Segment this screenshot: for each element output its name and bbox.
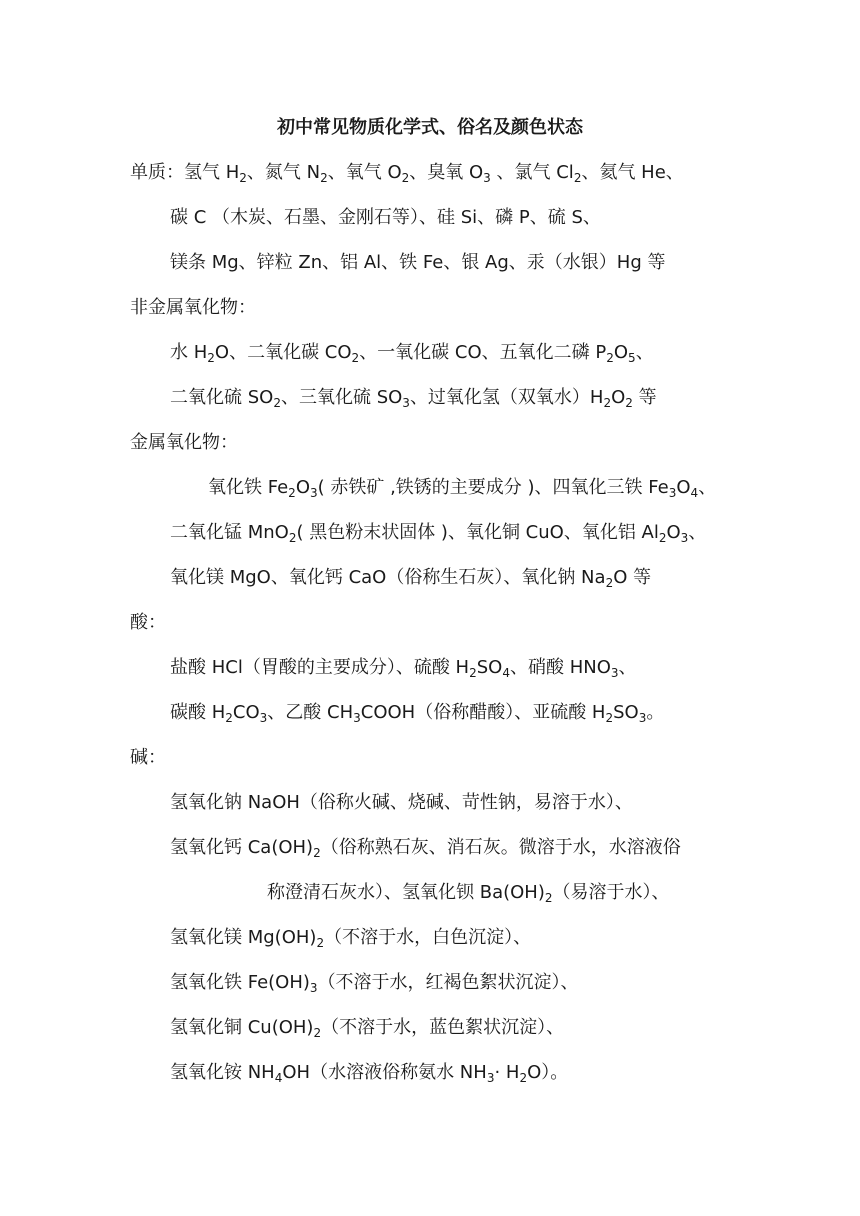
text-line: 氢氧化钠 NaOH（俗称火碱、烧碱、苛性钠，易溶于水）、 [170,792,633,813]
text-line: 镁条 Mg、锌粒 Zn、铝 Al、铁 Fe、银 Ag、汞（水银）Hg 等 [170,252,666,273]
text-line: 氢氧化铁 $Fe(OH)_3$（不溶于水，红褐色絮状沉淀）、 [170,972,579,995]
text-line: 氧化镁 MgO、氧化钙 CaO（俗称生石灰）、氧化钠 $Na_2O$ 等 [170,567,652,590]
text-line: 水 $H_2O$、二氧化碳 $CO_2$、一氧化碳 CO、五氧化二磷 $P_2O_5$、 [170,342,654,365]
section-heading: 碱： [130,747,166,768]
text-line: 氢氧化钙 $Ca(OH)_2$（俗称熟石灰、消石灰。微溶于水，水溶液俗 [170,837,681,860]
section-heading: 金属氧化物： [130,432,238,453]
section-heading: 酸： [130,612,166,633]
text-line: 盐酸 HCl（胃酸的主要成分）、硫酸 $H_2SO_4$、硝酸 $HNO_3$、 [170,657,637,680]
section-heading: 单质：氢气 $H_2$、氮气 $N_2$、氧气 $O_2$、臭氧 $O_3$ 、氯气 $Cl_2$、氦气 He、 [130,162,684,185]
text-line: 二氧化硫 $SO_2$、三氧化硫 $SO_3$、过氧化氢（双氧水）$H_2O_2$ 等 [170,387,657,410]
section-heading: 非金属氧化物： [130,297,256,318]
text-line: 碳酸 $H_2CO_3$、乙酸 $CH_3COOH$（俗称醋酸）、亚硫酸 $H_2SO_3$。 [170,702,665,725]
text-line: 二氧化锰 MnO$_2$( 黑色粉末状固体 )、氧化铜 CuO、氧化铝 $Al_2O_3$、 [170,522,707,545]
text-line: 称澄清石灰水）、氢氧化钡 $Ba(OH)_2$（易溶于水）、 [267,882,670,905]
text-line: 氢氧化铜 $Cu(OH)_2$（不溶于水，蓝色絮状沉淀）、 [170,1017,565,1040]
text-line: 氢氧化镁 $Mg(OH)_2$（不溶于水，白色沉淀）、 [170,927,532,950]
text-line: 碳 C （木炭、石墨、金刚石等）、硅 Si、磷 P、硫 S、 [170,207,601,228]
document-title: 初中常见物质化学式、俗名及颜色状态 [277,117,583,138]
text-line: 氧化铁 $Fe_2O_3$( 赤铁矿 ,铁锈的主要成分 )、四氧化三铁 $Fe_3O_4$、 [208,477,717,500]
text-line: 氢氧化铵 $NH_4OH$（水溶液俗称氨水 $NH_3\cdot H_2O$）。 [170,1062,569,1085]
